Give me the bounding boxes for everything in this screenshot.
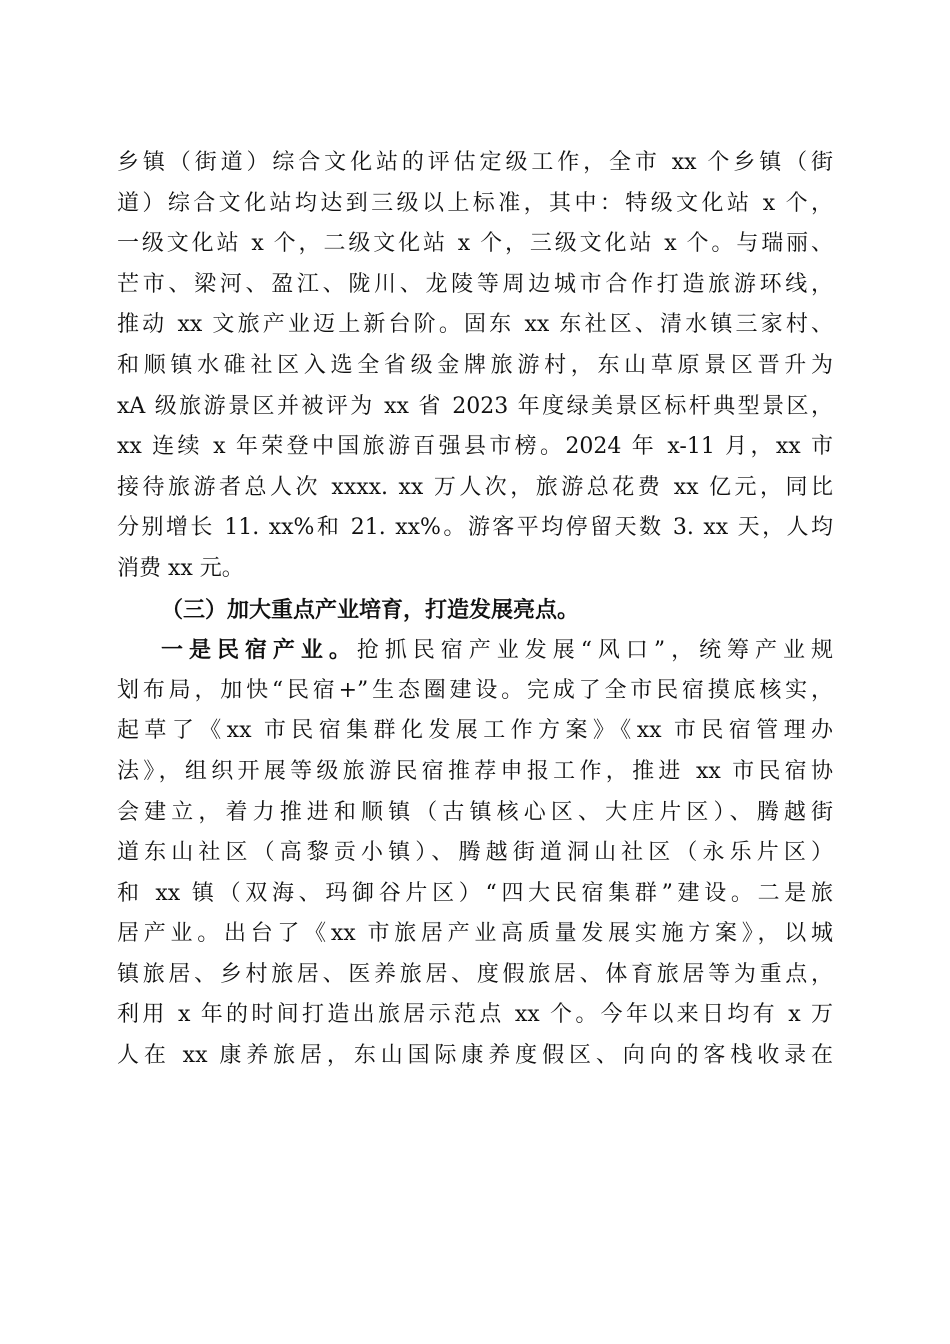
text-line: xx 连续 x 年荣登中国旅游百强县市榜。2024 年 x-11 月，xx 市: [117, 434, 833, 460]
text-line: 接待旅游者总人次 xxxx. xx 万人次，旅游总花费 xx 亿元，同比: [117, 474, 833, 500]
text-line: 消费 xx 元。: [117, 555, 244, 581]
text-line: 镇旅居、乡村旅居、医养旅居、度假旅居、体育旅居等为重点，: [117, 961, 833, 987]
lead-label-homestay: 一是民宿产业。: [161, 637, 357, 664]
text-line: 道东山社区（高黎贡小镇）、腾越街道洞山社区（永乐片区）: [117, 840, 833, 866]
paragraph-key-industries: [117, 630, 833, 1077]
document-body: [117, 143, 833, 1077]
text-line: 居产业。出台了《xx 市旅居产业高质量发展实施方案》，以城: [117, 921, 833, 947]
text-line: 会建立，着力推进和顺镇（古镇核心区、大庄片区）、腾越街: [117, 799, 833, 825]
text-line: 起草了《xx 市民宿集群化发展工作方案》《xx 市民宿管理办: [117, 718, 833, 744]
text-line: 人在 xx 康养旅居，东山国际康养度假区、向向的客栈收录在: [117, 1043, 833, 1069]
text-line: 划布局，加快“民宿+”生态圈建设。完成了全市民宿摸底核实，: [117, 677, 833, 703]
text-line: 芒市、梁河、盈江、陇川、龙陵等周边城市合作打造旅游环线，: [117, 271, 833, 297]
lead-text: 抢抓民宿产业发展“风口”，统筹产业规: [356, 638, 833, 664]
text-line: 乡镇（街道）综合文化站的评估定级工作，全市 xx 个乡镇（街: [117, 150, 833, 175]
text-line: 利用 x 年的时间打造出旅居示范点 xx 个。今年以来日均有 x 万: [117, 1002, 833, 1028]
text-line: 和 xx 镇（双海、玛御谷片区）“四大民宿集群”建设。二是旅: [117, 880, 833, 906]
text-line: 分别增长 11. xx%和 21. xx%。游客平均停留天数 3. xx 天，人均: [117, 515, 833, 541]
text-line: 道）综合文化站均达到三级以上标准，其中：特级文化站 x 个，: [117, 190, 833, 216]
text-line: 推动 xx 文旅产业迈上新台阶。固东 xx 东社区、清水镇三家村、: [117, 312, 833, 338]
text-line: 法》，组织开展等级旅游民宿推荐申报工作，推进 xx 市民宿协: [117, 758, 833, 784]
text-line: xA 级旅游景区并被评为 xx 省 2023 年度绿美景区标杆典型景区，: [117, 393, 833, 419]
text-line: 和顺镇水碓社区入选全省级金牌旅游村，东山草原景区晋升为: [117, 352, 833, 378]
text-line: 一级文化站 x 个，二级文化站 x 个，三级文化站 x 个。与瑞丽、: [117, 231, 833, 257]
paragraph-cultural-stations: [117, 143, 833, 590]
text-line-first: [117, 630, 833, 671]
section-heading: （三）加大重点产业培育，打造发展亮点。: [161, 596, 580, 623]
